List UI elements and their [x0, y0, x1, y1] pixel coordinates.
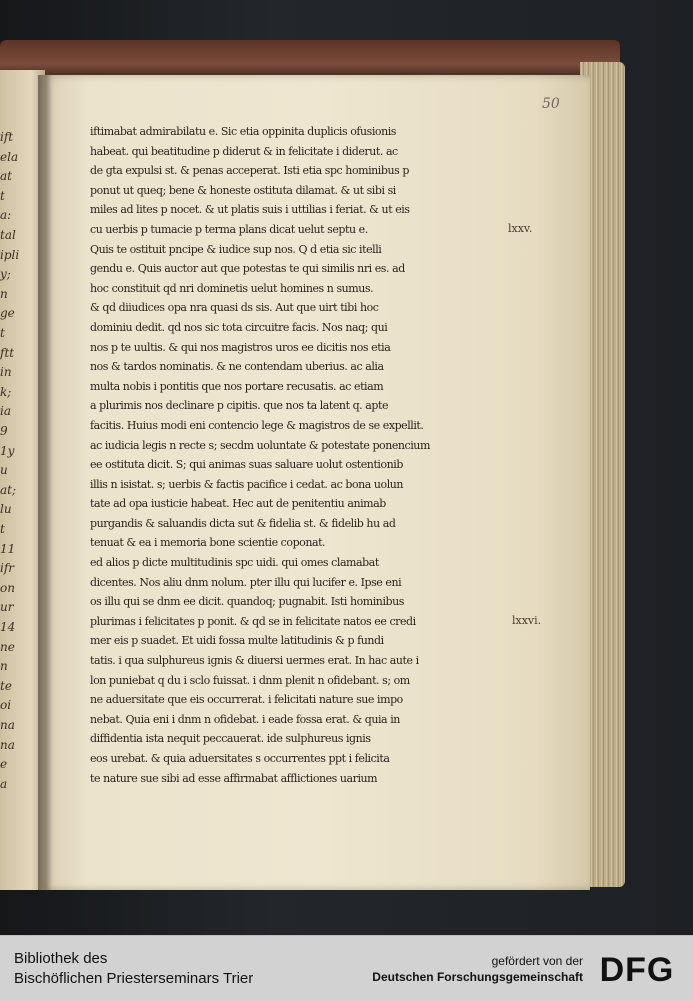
left-page-fragment: ia — [0, 404, 11, 419]
funder-credit — [372, 953, 583, 985]
manuscript-line: lon puniebat q du i sclo fuissat. i dnm plenit n ofidebant. s; om — [90, 673, 410, 687]
manuscript-line: gendu e. Quis auctor aut que potestas te qui similis nri es. ad — [90, 262, 405, 276]
left-page-fragment: ge — [0, 306, 15, 321]
manuscript-line: cu uerbis p tumacie p terma plans dicat uelut septu e. — [90, 222, 368, 236]
manuscript-line: nos p te uultis. & qui nos magistros uros ee dicitis nos etia — [90, 340, 391, 354]
funded-by-text: gefördert von der — [491, 954, 583, 968]
manuscript-line: mer eis p suadet. Et uidi fossa multe latitudinis & p fundi — [90, 634, 384, 648]
left-page-fragment: 14 — [0, 620, 16, 634]
manuscript-line: & qd diiudices opa nra quasi ds sis. Aut que uirt tibi hoc — [90, 301, 379, 315]
left-page-fragment: e — [0, 757, 8, 772]
manuscript-line: tenuat & ea i memoria bone scientie coponat. — [90, 536, 326, 550]
manuscript-text — [90, 122, 490, 788]
left-page-fragment: ela — [0, 149, 19, 164]
left-page-fragment: at — [0, 169, 12, 184]
manuscript-line: tate ad opa iusticie habeat. Hec aut de penitentiu animab — [90, 497, 386, 511]
manuscript-line: dicentes. Nos aliu dnm nolum. pter illu qui lucifer e. Ipse eni — [90, 575, 402, 589]
folio-number: 50 — [542, 96, 560, 112]
left-page-fragment: ur — [0, 600, 14, 615]
manuscript-line: illis n isistat. s; uerbis & factis pacifice i cedat. ac bona uolun — [90, 477, 404, 491]
left-page-fragment: na — [0, 737, 15, 752]
manuscript-line: purgandis & saluandis dicta sut & fidelia st. & fidelib hu ad — [90, 516, 396, 530]
manuscript-line: ee ostituta dicit. S; qui animas suas saluare uolut ostentionib — [90, 458, 403, 472]
manuscript-line: a plurimis nos declinare p cipitis. que nos ta latent q. apte — [90, 399, 389, 413]
manuscript-line: os illu qui se dnm ee dicit. quandoq; pugnabit. Isti hominibus — [90, 595, 404, 609]
left-page-fragment: t — [0, 522, 5, 536]
left-page-fragment: in — [0, 365, 12, 380]
dfg-logo — [590, 951, 685, 987]
manuscript-line: nos & tardos nominatis. & ne contendam uberius. ac alia — [90, 360, 384, 374]
left-page-fragment: oi — [0, 698, 12, 713]
book-cover-edge — [0, 40, 620, 80]
funder-name: Deutschen Forschungsgemeinschaft — [372, 970, 583, 984]
manuscript-line: ponut ut queq; bene & honeste ostituta dilamat. & ut sibi si — [90, 183, 396, 197]
footer-bar — [0, 935, 693, 1001]
manuscript-line: tatis. i qua sulphureus ignis & diuersi uermes erat. In hac aute i — [90, 654, 419, 668]
manuscript-line: iftimabat admirabilatu e. Sic etia oppinita duplicis ofusionis — [90, 125, 396, 138]
left-page-fragment: tal — [0, 228, 16, 242]
left-page-fragment: y; — [0, 267, 11, 282]
left-page-fragment: te — [0, 678, 12, 693]
manuscript-line: multa nobis i pontitis que nos portare recusatis. ac etiam — [90, 379, 384, 393]
left-page-fragment: 1y — [0, 443, 15, 458]
dfg-logo-text: DFG — [599, 951, 675, 987]
marginal-note: lxxv. — [508, 222, 533, 235]
left-page-fragment: u — [0, 463, 8, 478]
marginal-note: lxxvi. — [512, 614, 542, 627]
left-page-fragment: on — [0, 580, 15, 595]
manuscript-line: ed alios p dicte multitudinis spc uidi. qui omes clamabat — [90, 556, 379, 570]
left-page-fragment: ift — [0, 130, 14, 144]
left-page-fragment: ftt — [0, 345, 15, 360]
manuscript-line: miles ad lites p nocet. & ut platis suis i uttilias i feriat. & ut eis — [90, 203, 410, 217]
left-page-fragment: n — [0, 659, 8, 674]
left-page-fragment: k; — [0, 384, 12, 399]
manuscript-line: habeat. qui beatitudine p diderut & in felicitate i diderut. ac — [90, 144, 398, 158]
library-credit — [14, 949, 253, 989]
left-page-fragment: 9 — [0, 424, 8, 438]
library-line-2: Bischöflichen Priesterseminars Trier — [14, 970, 254, 987]
left-page-fragment: at; — [0, 482, 17, 497]
manuscript-line: diffidentia ista nequit peccauerat. ide sulphureus ignis — [90, 732, 371, 746]
manuscript-line: dominiu dedit. qd nos sic tota circuitre facis. Nos naq; qui — [90, 320, 388, 334]
left-page-fragment: lu — [0, 502, 12, 517]
left-page-fragment: ifr — [0, 561, 15, 576]
left-page-fragment: 11 — [0, 541, 16, 556]
left-page-fragment: t — [0, 326, 5, 340]
left-page-fragment: a — [0, 776, 8, 791]
left-page-fragment: a: — [0, 208, 12, 223]
manuscript-line: te nature sue sibi ad esse affirmabat afflictiones uarium — [90, 771, 378, 785]
manuscript-line: hoc constituit qd nri dominetis uelut homines n sumus. — [90, 281, 374, 295]
manuscript-line: nebat. Quia eni i dnm n ofidebat. i eade fossa erat. & quia in — [90, 712, 400, 726]
gutter-shadow — [38, 75, 52, 890]
left-page-fragment: ne — [0, 639, 15, 654]
left-page-fragment: n — [0, 286, 8, 301]
manuscript-line: Quis te ostituit pncipe & iudice sup nos. Q d etia sic itelli — [90, 242, 382, 256]
manuscript-line: de gta expulsi st. & penas acceperat. Isti etia spc hominibus p — [90, 164, 409, 178]
manuscript-line: ac iudicia legis n recte s; secdm uoluntate & potestate ponencium — [90, 438, 430, 452]
library-line-1: Bibliothek des — [14, 950, 108, 967]
manuscript-line: plurimas i felicitates p ponit. & qd se in felicitate natos ee credi — [90, 614, 416, 628]
manuscript-line: eos urebat. & quia aduersitates s occurrentes ppt i felicita — [90, 752, 390, 765]
left-page-fragment: na — [0, 718, 15, 732]
left-page-fragment: ipli — [0, 247, 20, 262]
left-page-fragment: t — [0, 188, 5, 203]
manuscript-line: facitis. Huius modi eni contencio lege & magistros de se expellit. — [90, 418, 424, 432]
manuscript-line: ne aduersitate que eis occurrerat. i felicitati nature sue impo — [90, 693, 403, 707]
